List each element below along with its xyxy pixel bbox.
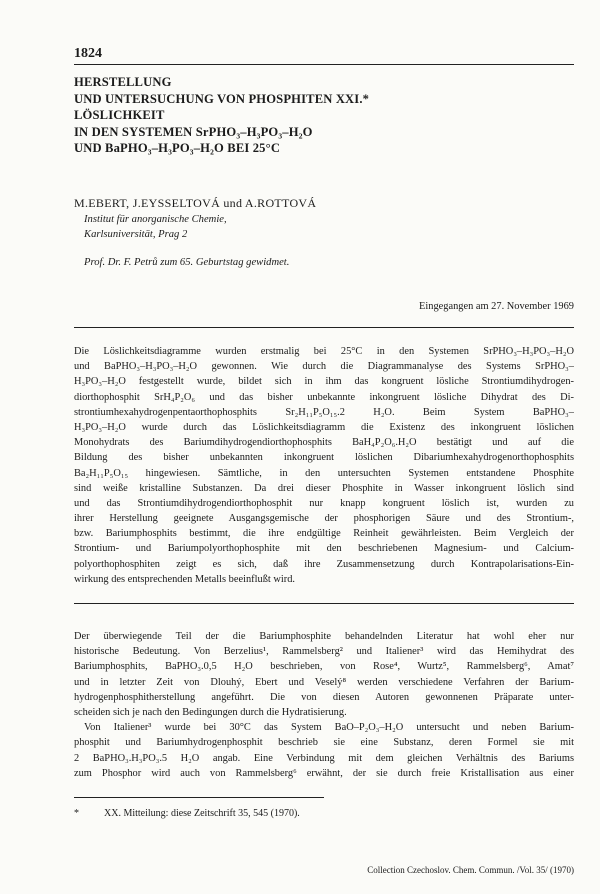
abstract-line: ihrer Herstellung geeignete Ausgangsgemische der phosphorigen Säure und des Strontium-, xyxy=(74,513,574,525)
body-line: zum Phosphor wird auch von Rammelsberg⁶ erwähnt, der sie durch freie Kristallisation aus einer xyxy=(74,767,574,779)
authors: M.EBERT, J.EYSSELTOVÁ und A.ROTTOVÁ xyxy=(74,196,317,210)
footnote-text: XX. Mitteilung: diese Zeitschrift 35, 545 (1970). xyxy=(104,808,300,819)
title-line: UND BaPHO₃–H₃PO₃–H₂O BEI 25°C xyxy=(74,141,281,155)
header-rule xyxy=(74,64,574,65)
body-line: 2 BaPHO₃.H₃PO₃.5 H₂O angab. Eine Verbindung mit dem gleichen Verhältnis des Bariums xyxy=(74,752,574,764)
title-line: HERSTELLUNG xyxy=(74,75,172,89)
abstract-line: strontiumhexahydrogenpentaorthophosphits Sr₂H₁₁P₅O₁₅.2 H₂O. Beim System BaPHO₃– xyxy=(74,406,574,418)
footnote xyxy=(74,808,574,819)
abstract-bottom-rule xyxy=(74,603,574,604)
abstract-line: Monohydrats des Bariumdihydrogendiorthophosphits BaH₄P₂O₆.H₂O bestätigt und auf die xyxy=(74,437,574,449)
footnote-mark: * xyxy=(74,808,79,819)
body-line: Der überwiegende Teil der die Bariumphosphite behandelnden Literatur hat wohl eher nur xyxy=(74,631,574,642)
abstract-line: bzw. Bariumphosphits bestimmt, die ihre endgültige Reinheit gewährleisten. Beim Vergleich der xyxy=(74,528,574,540)
abstract-line: H₃PO₃–H₂O wurde durch das Löslichkeitsdiagramm die Existenz des inkongruent löslichen xyxy=(74,421,574,433)
title-line: LÖSLICHKEIT xyxy=(74,108,165,122)
body-text xyxy=(74,629,574,781)
abstract-line: wirkung des entsprechenden Metalls beeinflußt wird. xyxy=(74,573,296,585)
dedication: Prof. Dr. F. Petrů zum 65. Geburtstag gewidmet. xyxy=(84,257,290,268)
body-line: hydrogenphosphitherstellung angeführt. Die von diesen Autoren gewonnenen Präparate unter- xyxy=(74,691,574,703)
journal-footer: Collection Czechoslov. Chem. Commun. /Vol. 35/ (1970) xyxy=(367,865,574,875)
body-line: historische Bedeutung. Von Berzelius¹, Rammelsberg² und Italiener³ wird das Hemihydrat des xyxy=(74,646,574,658)
abstract-line: sind weiße kristalline Substanzen. Da drei dieser Phosphite in Wasser inkongruent löslich sind xyxy=(74,482,574,494)
abstract-line: diorthophosphit SrH₄P₂O₆ und das bisher unbekannte inkongruent lösliche Dihydrat des Di- xyxy=(74,391,574,403)
body-line: scheiden sich je nach den Bedingungen durch die Hydratisierung. xyxy=(74,706,347,718)
page-number: 1824 xyxy=(74,46,102,61)
institution xyxy=(84,212,227,242)
abstract-top-rule xyxy=(74,327,574,328)
abstract-line: und BaPHO₃–H₃PO₃–H₂O gewonnen. Wie durch die Diagrammanalyse des Systems SrPHO₃– xyxy=(74,361,574,373)
abstract-line: Die Löslichkeitsdiagramme wurden erstmalig bei 25°C in den Systemen SrPHO₃–H₃PO₃–H₂O xyxy=(74,346,574,357)
abstract-line: und das Strontiumdihydrogendiorthophosphit nur knapp kongruent löslich ist, wurden zu xyxy=(74,497,574,509)
abstract-line: Ba₂H₁₁P₅O₁₅ hingewiesen. Sämtliche, in den untersuchten Systemen entstandene Phosphite xyxy=(74,467,574,479)
footnote-rule xyxy=(74,797,324,798)
abstract xyxy=(74,344,574,587)
body-line: Bariumphosphits, BaPHO₃.0,5 H₂O beschrieben, von Rose⁴, Wurtz⁵, Rammelsberg⁶, Amat⁷ xyxy=(74,661,574,673)
article-title xyxy=(74,74,574,157)
abstract-line: Bildung des bisher unbekannten inkongruent löslichen Dibariumhexahydrogenorthophosphits xyxy=(74,452,574,464)
abstract-line: polyorthophosphiten zeigt es sich, daß ihre Zusammensetzung durch Kontrapolarisations-Ein- xyxy=(74,558,574,570)
body-line: Von Italiener³ wurde bei 30°C das System BaO–P₂O₃–H₂O untersucht und neben Barium- xyxy=(84,722,574,734)
abstract-line: H₃PO₃–H₂O festgestellt wurde, bildet sich in ihm das kongruent lösliche Strontiumdihydrogen- xyxy=(74,376,574,388)
institution-line: Karlsuniversität, Prag 2 xyxy=(84,229,188,240)
title-line: IN DEN SYSTEMEN SrPHO₃–H₃PO₃–H₂O xyxy=(74,124,313,139)
body-line: und in letzter Zeit von Dlouhý, Ebert und Veselý⁸ werden verschiedene Verfahren der Barium- xyxy=(74,676,574,688)
title-line: UND UNTERSUCHUNG VON PHOSPHITEN XXI.* xyxy=(74,91,370,106)
received-date: Eingegangen am 27. November 1969 xyxy=(419,301,574,312)
institution-line: Institut für anorganische Chemie, xyxy=(84,214,227,225)
abstract-line: Strontium- und Bariumpolyorthophosphite mit den beschriebenen Magnesium- und Calcium- xyxy=(74,543,574,555)
body-line: phosphit und Bariumhydrogenphosphit beschrieb sie eine Substanz, deren Formel sie mit xyxy=(74,737,574,749)
